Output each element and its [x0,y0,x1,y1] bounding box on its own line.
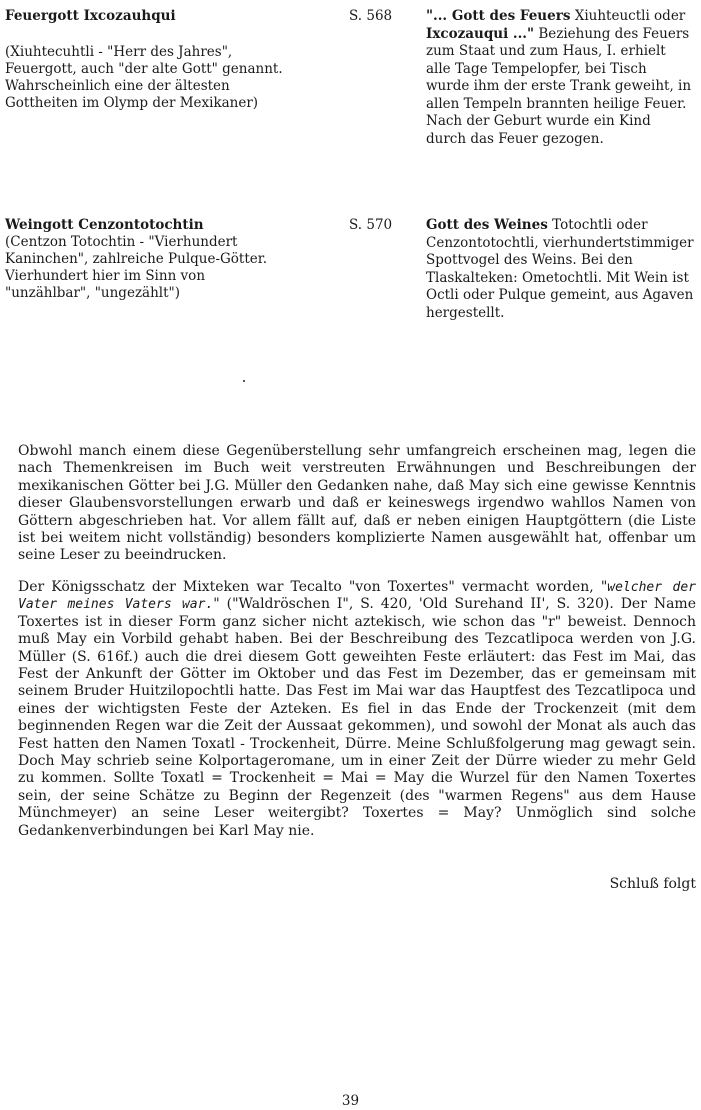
entry-wine-god [0,217,701,337]
entry-page-ref: S. 568 [349,8,393,24]
entry-description: (Centzon Totochtin - "Vierhundert Kaninchen", zahlreiche Pulque-Götter. Vierhundert hier im Sinn von "unzählbar", "ungezählt") [5,234,268,301]
paragraph-text [18,579,696,840]
entry-quote-mid: Xiuhteuctli oder [570,8,686,24]
entry-quote-rest: Totochtli oder Cenzontotochtli, vierhundertstimmiger Spottvogel des Weins. Bei den Tlaskalteken: Ometochtli. Mit Wein ist Octli oder Pulque gemeint, aus Agaven hergestellt. [426,217,694,321]
entry-title: Weingott Cenzontotochtin [5,217,204,233]
entry-left-column [5,217,290,302]
page-number: 39 [341,1093,360,1109]
entry-quote [426,8,694,148]
entry-quote-lead: Gott des Weines [426,217,548,233]
entry-description: (Xiuhtecuhtli - "Herr des Jahres", Feuergott, auch "der alte Gott" genannt. Wahrscheinlich eine der ältesten Gottheiten im Olymp der Mexikaner) [5,44,283,111]
paragraph-text-a: Der Königsschatz der Mixteken war Tecalto "von Toxertes" vermacht worden, " [18,579,608,595]
entry-title: Feuergott Ixcozauhqui [5,8,176,24]
continuation-note: Schluß folgt [609,876,696,892]
entry-left-column [5,8,290,112]
entry-quote-rest: Beziehung des Feuers zum Staat und zum Haus, I. erhielt alle Tage Tempelopfer, bei Tisch wurde ihm der erste Trank geweiht, in allen Tempeln brannten heilige Feuer. Nach der Geburt wurde ein Kind durch das Feuer gezogen. [426,25,692,147]
entry-page-ref: S. 570 [349,217,393,233]
body-paragraph-2 [18,579,696,840]
entry-quote-name: Ixcozauqui ..." [426,25,535,42]
paragraph-text: Obwohl manch einem diese Gegenüberstellung sehr umfangreich erscheinen mag, legen die nach Themenkreisen im Buch weit verstreuten Erwähnungen und Beschreibungen der mexikanischen Götter bei J.G. Müller den Gedanken nahe, daß May sich eine gewisse Kenntnis dieser Glaubensvorstellungen erwarb und daß er keineswegs irgendwo wahllos Namen von Göttern abgeschrieben hat. Vor allem fällt auf, daß er neben einigen Hauptgöttern (die Liste ist bei weitem nicht vollständig) besonders komplizierte Namen ausgewählt hat, offenbar um seine Leser zu beeindrucken. [18,443,696,564]
entry-quote [426,217,694,322]
paragraph-text-b: " ("Waldröschen I", S. 420, 'Old Surehand II', S. 320). Der Name Toxertes ist in dieser Form ganz sicher nicht aztekisch, wie schon das "r" beweist. Dennoch muß May ein Vorbild gehabt haben. Bei der Beschreibung des Tezcatlipoca werden von J.G. Müller (S. 616f.) auch die drei diesem Gott geweihten Feste erläutert: das Fest im Mai, das Fest der Ankunft der Götter im Oktober und das Fest im Dezember, das er gemeinsam mit seinem Bruder Huitzilopochtli hatte. Das Fest im Mai war das Hauptfest des Tezcatlipoca und eines der wichtigsten Feste der Azteken. Es fiel in das Ende der Trockenzeit (mit dem beginnenden Regen war die Zeit der Aussaat gekommen), und sowohl der Monat als auch das Fest hatten den Namen Toxatl - Trockenheit, Dürre. Meine Schlußfolgerung mag gewagt sein. Doch May schrieb seine Kolportageromane, um in einer Zeit der Dürre wieder zu mehr Geld zu kommen. Sollte Toxatl = Trockenheit = Mai = May die Wurzel für den Namen Toxertes sein, der seine Schätze zu Beginn der Regenzeit (des "warmen Regens" aus dem Hause Münchmeyer) an seine Leser weitergibt? Toxertes = May? Unmöglich sind solche Gedankenverbindungen bei Karl May nie. [18,596,696,839]
entry-fire-god [0,8,701,183]
body-paragraph-1 [18,443,696,565]
scan-speck [243,380,245,382]
entry-quote-lead: "... Gott des Feuers [426,8,571,24]
karl-may-quote: welcher der Vater meines Vaters war. [18,580,696,613]
